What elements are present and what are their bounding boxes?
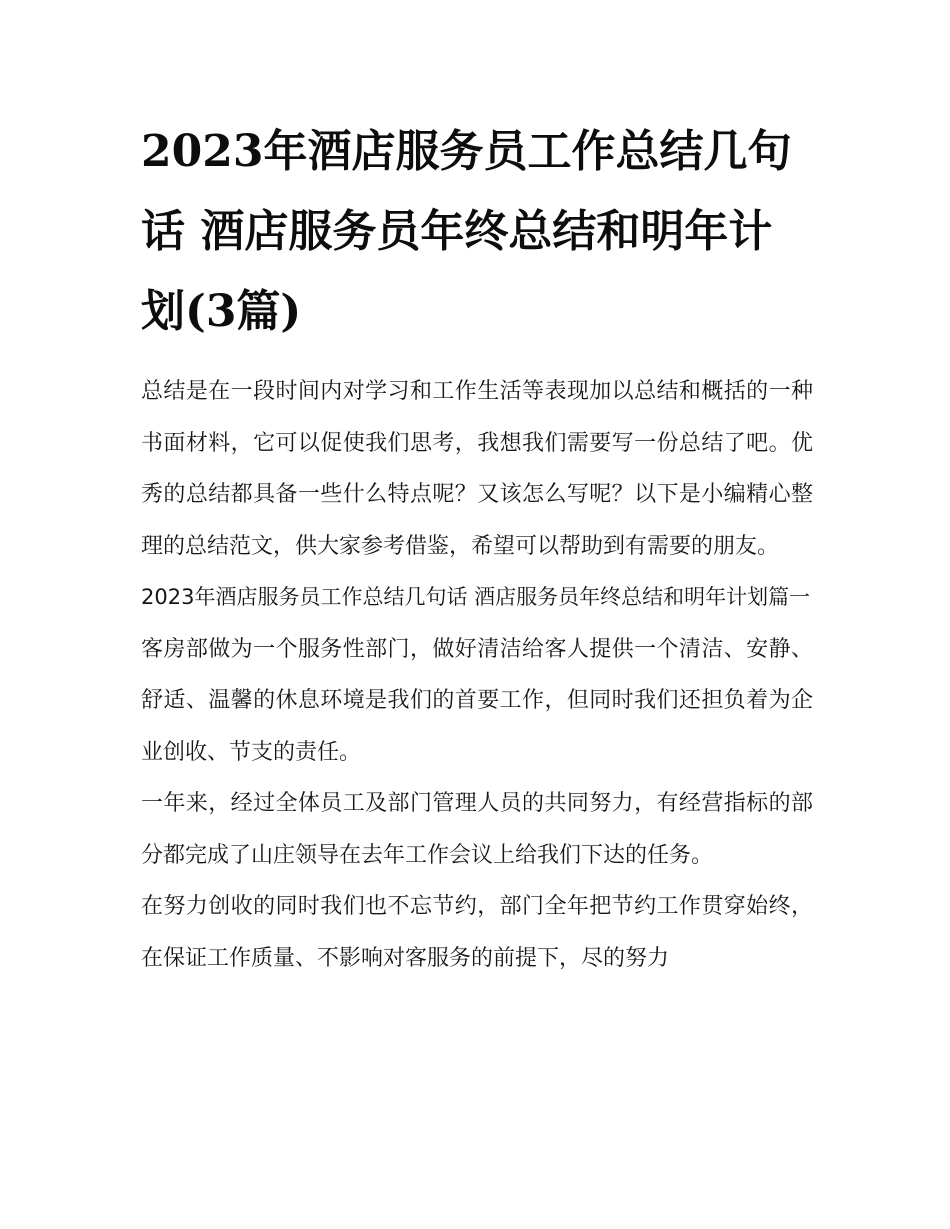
intro-paragraph: 总结是在一段时间内对学习和工作生活等表现加以总结和概括的一种书面材料，它可以促使我们思考，我想我们需要写一份总结了吧。优秀的总结都具备一些什么特点呢？又该怎么写呢？以下是小编精心整理的总结范文，供大家参考借鉴，希望可以帮助到有需要的朋友。	[141, 379, 813, 559]
body-paragraph-3: 在努力创收的同时我们也不忘节约，部门全年把节约工作贯穿始终，在保证工作质量、不影响对客服务的前提下，尽的努力	[141, 894, 813, 971]
document-page	[141, 112, 813, 984]
body-paragraph-2: 一年来，经过全体员工及部门管理人员的共同努力，有经营指标的部分都完成了山庄领导在去年工作会议上给我们下达的任务。	[141, 791, 813, 868]
section-heading: 2023年酒店服务员工作总结几句话 酒店服务员年终总结和明年计划篇一	[141, 585, 811, 609]
body-paragraph-1: 客房部做为一个服务性部门，做好清洁给客人提供一个清洁、安静、舒适、温馨的休息环境是我们的首要工作，但同时我们还担负着为企业创收、节支的责任。	[141, 636, 813, 765]
document-title: 2023年酒店服务员工作总结几句话 酒店服务员年终总结和明年计划(3篇)	[141, 126, 792, 337]
